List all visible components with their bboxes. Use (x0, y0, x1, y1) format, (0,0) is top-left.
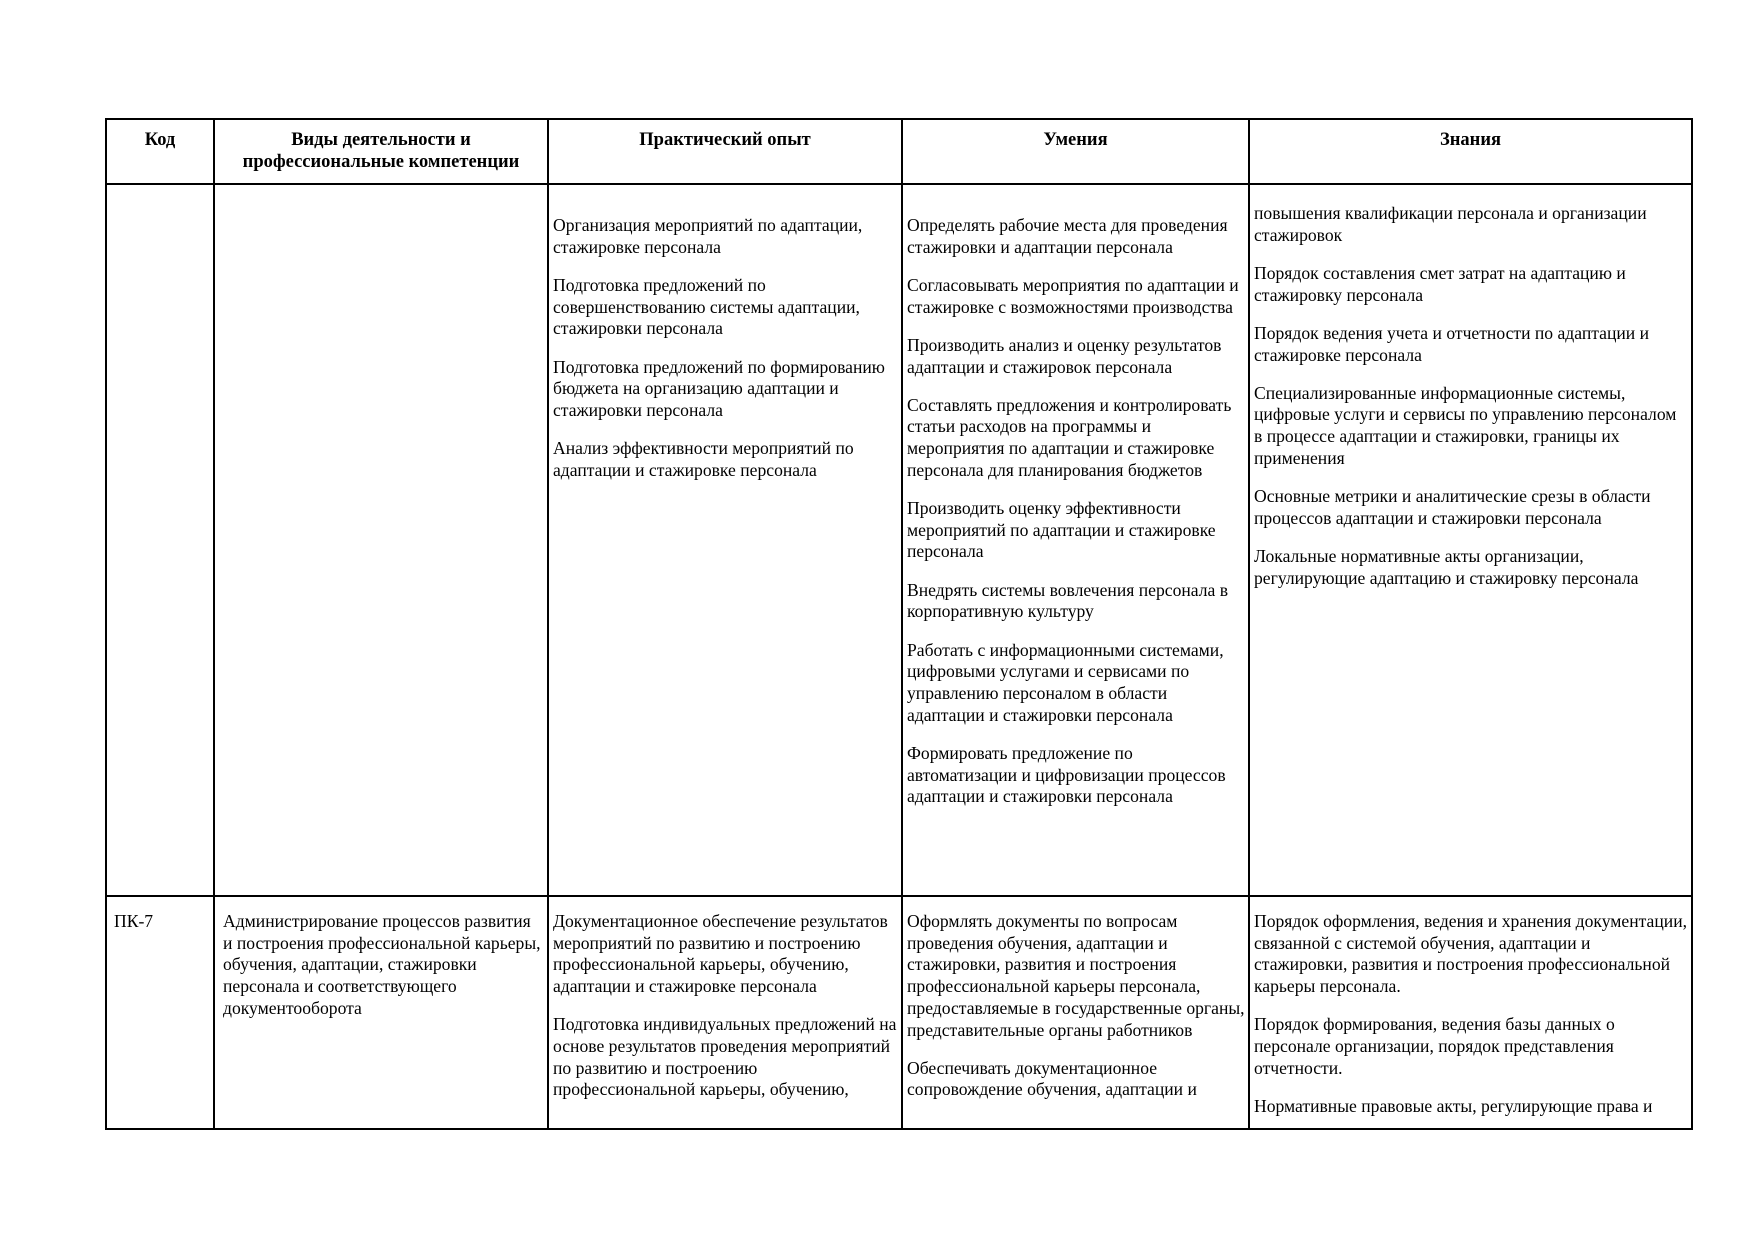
row2-experience-cell (548, 896, 902, 1129)
paragraph: Порядок составления смет затрат на адаптацию и стажировку персонала (1254, 262, 1626, 305)
paragraph: Внедрять системы вовлечения персонала в корпоративную культуру (907, 579, 1229, 622)
table-row (106, 184, 1692, 896)
col-header-code: Код (106, 119, 214, 184)
col-header-knowledge: Знания (1249, 119, 1692, 184)
experience-text (549, 185, 901, 895)
paragraph: Нормативные правовые акты, регулирующие права и (1254, 1095, 1653, 1116)
paragraph: Производить оценку эффективности мероприятий по адаптации и стажировке персонала (907, 498, 1216, 562)
row2-skills-cell (902, 896, 1249, 1129)
table-row (106, 896, 1692, 1129)
paragraph: Администрирование процессов развития и построения профессиональной карьеры, обучения, адаптации, стажировки персонала и соответствующего документооборота (223, 911, 541, 1018)
paragraph: Производить анализ и оценку результатов адаптации и стажировок персонала (907, 334, 1222, 377)
paragraph: Работать с информационными системами, цифровыми услугами и сервисами по управлению персоналом в области адаптации и стажировки персонала (907, 639, 1224, 725)
col-header-skills: Умения (902, 119, 1249, 184)
code-value: ПК-7 (114, 911, 154, 931)
col-header-activities: Виды деятельности и профессиональные компетенции (214, 119, 548, 184)
row1-knowledge-cell (1249, 184, 1692, 896)
knowledge-text (1250, 185, 1691, 895)
paragraph: повышения квалификации персонала и организации стажировок (1254, 203, 1647, 245)
paragraph: Локальные нормативные акты организации, регулирующие адаптацию и стажировку персонала (1254, 545, 1639, 588)
row2-knowledge-cell (1249, 896, 1692, 1129)
activities-text (215, 185, 547, 895)
paragraph: Оформлять документы по вопросам проведения обучения, адаптации и стажировки, развития и построения профессиональной карьеры персонала, предоставляемые в государственные органы, представительные органы работников (907, 911, 1245, 1040)
row2-code-cell (106, 896, 214, 1129)
row1-experience-cell (548, 184, 902, 896)
row1-code-cell (106, 184, 214, 896)
paragraph: Анализ эффективности мероприятий по адаптации и стажировке персонала (553, 438, 854, 480)
col-header-experience: Практический опыт (548, 119, 902, 184)
paragraph: Согласовывать мероприятия по адаптации и стажировке с возможностями производства (907, 274, 1239, 317)
skills-text (903, 897, 1248, 1128)
paragraph: Порядок ведения учета и отчетности по адаптации и стажировке персонала (1254, 322, 1650, 365)
competencies-table (105, 118, 1693, 1130)
paragraph: Порядок оформления, ведения и хранения документации, связанной с системой обучения, адаптации и стажировки, развития и построения профессиональной карьеры персонала. (1254, 911, 1688, 997)
paragraph: Специализированные информационные системы, цифровые услуги и сервисы по управлению персоналом в процессе адаптации и стажировки, границы их применения (1254, 382, 1677, 468)
paragraph: Определять рабочие места для проведения стажировки и адаптации персонала (907, 215, 1228, 257)
paragraph: Документационное обеспечение результатов мероприятий по развитию и построению профессиональной карьеры, обучению, адаптации и стажировке персонала (553, 911, 888, 997)
table-header-row (106, 119, 1692, 184)
code-value (107, 185, 213, 895)
paragraph: Составлять предложения и контролировать статьи расходов на программы и мероприятия по адаптации и стажировке персонала для планирования бюджетов (907, 394, 1232, 480)
skills-text (903, 185, 1248, 895)
paragraph: Формировать предложение по автоматизации и цифровизации процессов адаптации и стажировки персонала (907, 742, 1226, 807)
row1-activities-cell (214, 184, 548, 896)
paragraph: Подготовка индивидуальных предложений на основе результатов проведения мероприятий по развитию и построению профессиональной карьеры, обучению, (553, 1014, 897, 1100)
paragraph: Организация мероприятий по адаптации, стажировке персонала (553, 215, 863, 257)
knowledge-text (1250, 897, 1691, 1128)
row1-skills-cell (902, 184, 1249, 896)
paragraph: Подготовка предложений по совершенствованию системы адаптации, стажировки персонала (553, 274, 860, 339)
paragraph: Обеспечивать документационное сопровождение обучения, адаптации и (907, 1057, 1197, 1100)
experience-text (549, 897, 901, 1128)
paragraph: Подготовка предложений по формированию бюджета на организацию адаптации и стажировки персонала (553, 356, 885, 420)
paragraph: Основные метрики и аналитические срезы в области процессов адаптации и стажировки персонала (1254, 486, 1651, 528)
paragraph: Порядок формирования, ведения базы данных о персонале организации, порядок представления отчетности. (1254, 1014, 1615, 1078)
row2-activities-cell (214, 896, 548, 1129)
activities-text (215, 897, 547, 1128)
